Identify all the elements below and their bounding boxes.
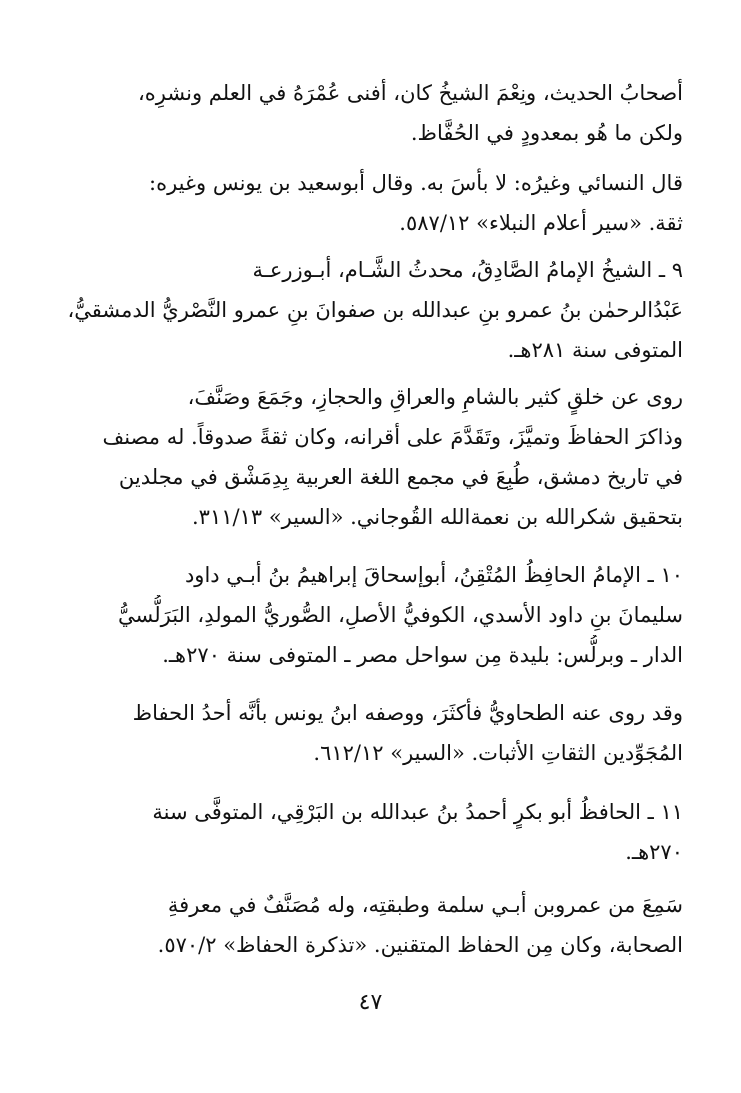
- text-line: ثقة. «سير أعلام النبلاء» ٥٨٧/١٢.: [399, 211, 683, 235]
- paragraph-4: [58, 377, 683, 537]
- text-line: وقد روى عنه الطحاويُّ فأكثَرَ، ووصفه ابنُ يونس بأنَّه أحدُ الحفاظ: [132, 701, 683, 725]
- text-line: ١١ ـ الحافظُ أبو بكرٍ أحمدُ بنُ عبدالله بن البَرْقِي، المتوفَّى سنة: [152, 800, 683, 824]
- text-line: روى عن خلقٍ كثير بالشامِ والعراقِ والحجازِ، وجَمَعَ وصَنَّفَ،: [187, 385, 683, 409]
- paragraph-2: [58, 163, 683, 243]
- text-line: ولكن ما هُو بمعدودٍ في الحُفَّاظ.: [410, 121, 683, 145]
- text-line: ١٠ ـ الإمامُ الحافِظُ المُتْقِنُ، أبوإسحاقَ إبراهيمُ بنُ أبـي داود: [184, 563, 683, 587]
- text-line: في تاريخ دمشق، طُبِعَ في مجمع اللغة العربية بِدِمَشْق في مجلدين: [118, 465, 683, 489]
- text-line: ٩ ـ الشيخُ الإمامُ الصَّادِقُ، محدثُ الشَّـام، أبـوزرعـة: [252, 258, 683, 282]
- text-line: بتحقيق شكرالله بن نعمةالله القُوجاني. «السير» ٣١١/١٣.: [191, 505, 683, 529]
- paragraph-8: [58, 885, 683, 965]
- paragraph-5: [58, 555, 683, 675]
- text-line: وذاكرَ الحفاظَ وتميَّزَ، وتَقَدَّمَ على أقرانه، وكان ثقةً صدوقاً. له مصنف: [102, 425, 683, 449]
- text-line: الدار ـ وبرلُّس: بليدة مِن سواحل مصر ـ المتوفى سنة ٢٧٠هـ.: [162, 643, 683, 667]
- paragraph-7: [58, 792, 683, 872]
- text-line: قال النسائي وغيرُه: لا بأسَ به. وقال أبوسعيد بن يونس وغيره:: [149, 171, 683, 195]
- text-line: ٢٧٠هـ.: [625, 840, 683, 864]
- text-line: المُجَوِّدين الثقاتِ الأثبات. «السير» ٦١٢/١٢.: [313, 741, 683, 765]
- text-line: سَمِعَ من عمروبن أبـي سلمة وطبقتِه، وله مُصَنَّفٌ في معرفةِ: [167, 893, 683, 917]
- page-number: ٤٧: [358, 990, 383, 1015]
- text-line: عَبْدُالرحمٰن بنُ عمرو بنِ عبدالله بن صفوانَ بنِ عمرو النَّصْريُّ الدمشقيُّ،: [67, 298, 683, 322]
- paragraph-1: [58, 73, 683, 153]
- text-line: الصحابة، وكان مِن الحفاظ المتقنين. «تذكرة الحفاظ» ٥٧٠/٢.: [157, 933, 683, 957]
- text-line: أصحابُ الحديث، ونِعْمَ الشيخُ كان، أفنى عُمْرَهُ في العلم ونشرِه،: [138, 81, 683, 105]
- paragraph-6: [58, 693, 683, 773]
- text-line: المتوفى سنة ٢٨١هـ.: [507, 338, 683, 362]
- paragraph-3: [58, 250, 683, 370]
- text-line: سليمانَ بنِ داود الأسدي، الكوفيُّ الأصلِ، الصُّوريُّ المولدِ، البَرَلُّسيُّ: [117, 603, 683, 627]
